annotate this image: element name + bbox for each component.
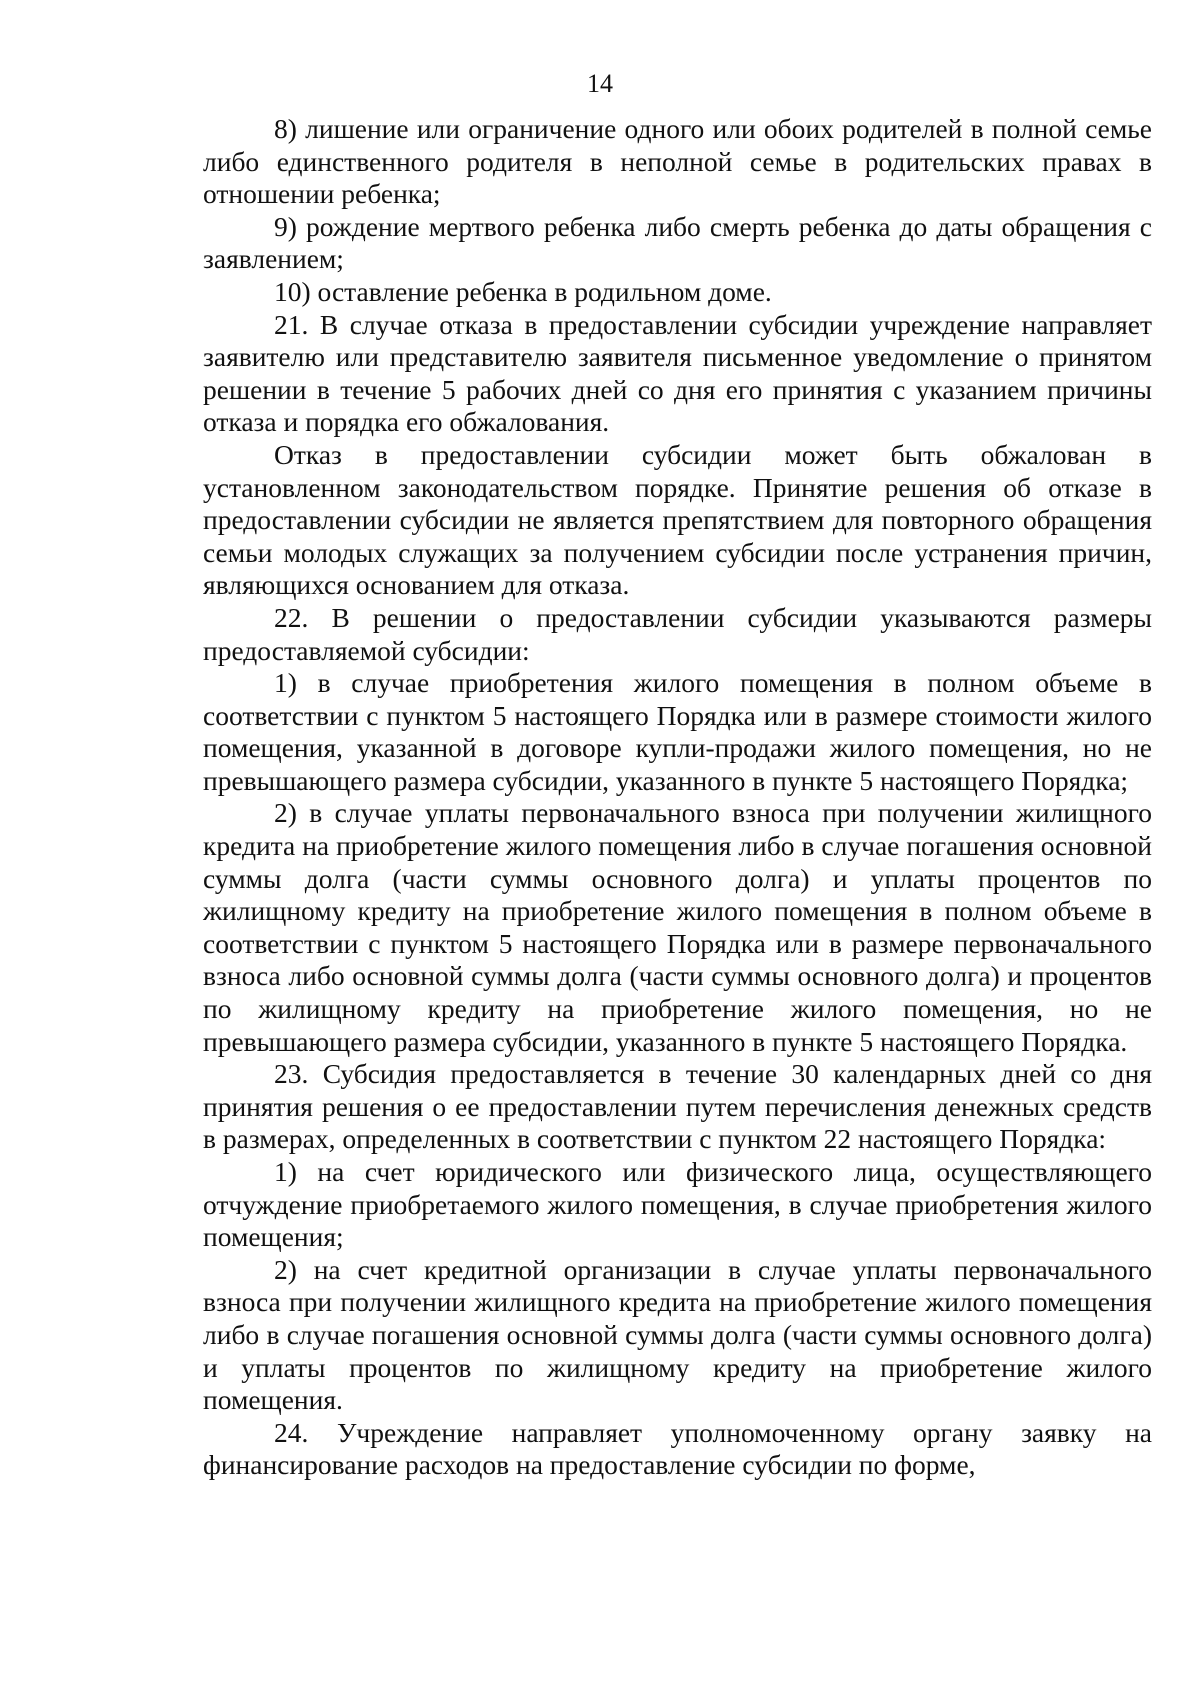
paragraph-clause-21: 21. В случае отказа в предоставлении субсидии учреждение направляет заявителю или представителю заявителя письменное уведомление о принятом решении в течение 5 рабочих дней со дня его принятия с указанием причины отказа и порядка его обжалования. — [203, 308, 1152, 438]
paragraph-clause-23-item-1: 1) на счет юридического или физического лица, осуществляющего отчуждение приобретаемого жилого помещения, в случае приобретения жилого помещения; — [203, 1156, 1152, 1253]
document-body — [203, 113, 1152, 1482]
paragraph-item-10: 10) оставление ребенка в родильном доме. — [274, 275, 772, 307]
paragraph-refusal-appeal: Отказ в предоставлении субсидии может быть обжалован в установленном законодательством порядке. Принятие решения об отказе в предоставлении субсидии не является препятствием для повторного обращения семьи молодых служащих за получением субсидии после устранения причин, являющихся основанием для отказа. — [203, 438, 1152, 601]
paragraph-clause-22: 22. В решении о предоставлении субсидии указываются размеры предоставляемой субсидии: — [203, 601, 1152, 666]
paragraph-clause-23-item-2: 2) на счет кредитной организации в случае уплаты первоначального взноса при получении жилищного кредита на приобретение жилого помещения либо в случае погашения основной суммы долга (части суммы основного долга) и уплаты процентов по жилищному кредиту на приобретение жилого помещения. — [203, 1253, 1152, 1416]
paragraph-item-9: 9) рождение мертвого ребенка либо смерть ребенка до даты обращения с заявлением; — [203, 210, 1152, 275]
paragraph-item-8: 8) лишение или ограничение одного или обоих родителей в полной семье либо единственного родителя в неполной семье в родительских правах в отношении ребенка; — [203, 113, 1152, 210]
paragraph-clause-24: 24. Учреждение направляет уполномоченному органу заявку на финансирование расходов на предоставление субсидии по форме, — [203, 1416, 1152, 1481]
page-number: 14 — [587, 69, 613, 98]
paragraph-clause-22-item-1: 1) в случае приобретения жилого помещения в полном объеме в соответствии с пунктом 5 настоящего Порядка или в размере стоимости жилого помещения, указанной в договоре купли-продажи жилого помещения, но не превышающего размера субсидии, указанного в пункте 5 настоящего Порядка; — [203, 667, 1152, 796]
paragraph-clause-22-item-2: 2) в случае уплаты первоначального взноса при получении жилищного кредита на приобретение жилого помещения либо в случае погашения основной суммы долга (части суммы основного долга) и уплаты процентов по жилищному кредиту на приобретение жилого помещения в полном объеме в соответствии с пунктом 5 настоящего Порядка или в размере первоначального взноса либо основной суммы долга (части суммы основного долга) и процентов по жилищному кредиту на приобретение жилого помещения, но не превышающего размера субсидии, указанного в пункте 5 настоящего Порядка. — [203, 797, 1152, 1057]
paragraph-clause-23: 23. Субсидия предоставляется в течение 30 календарных дней со дня принятия решения о ее предоставлении путем перечисления денежных средств в размерах, определенных в соответствии с пунктом 22 настоящего Порядка: — [203, 1058, 1152, 1155]
